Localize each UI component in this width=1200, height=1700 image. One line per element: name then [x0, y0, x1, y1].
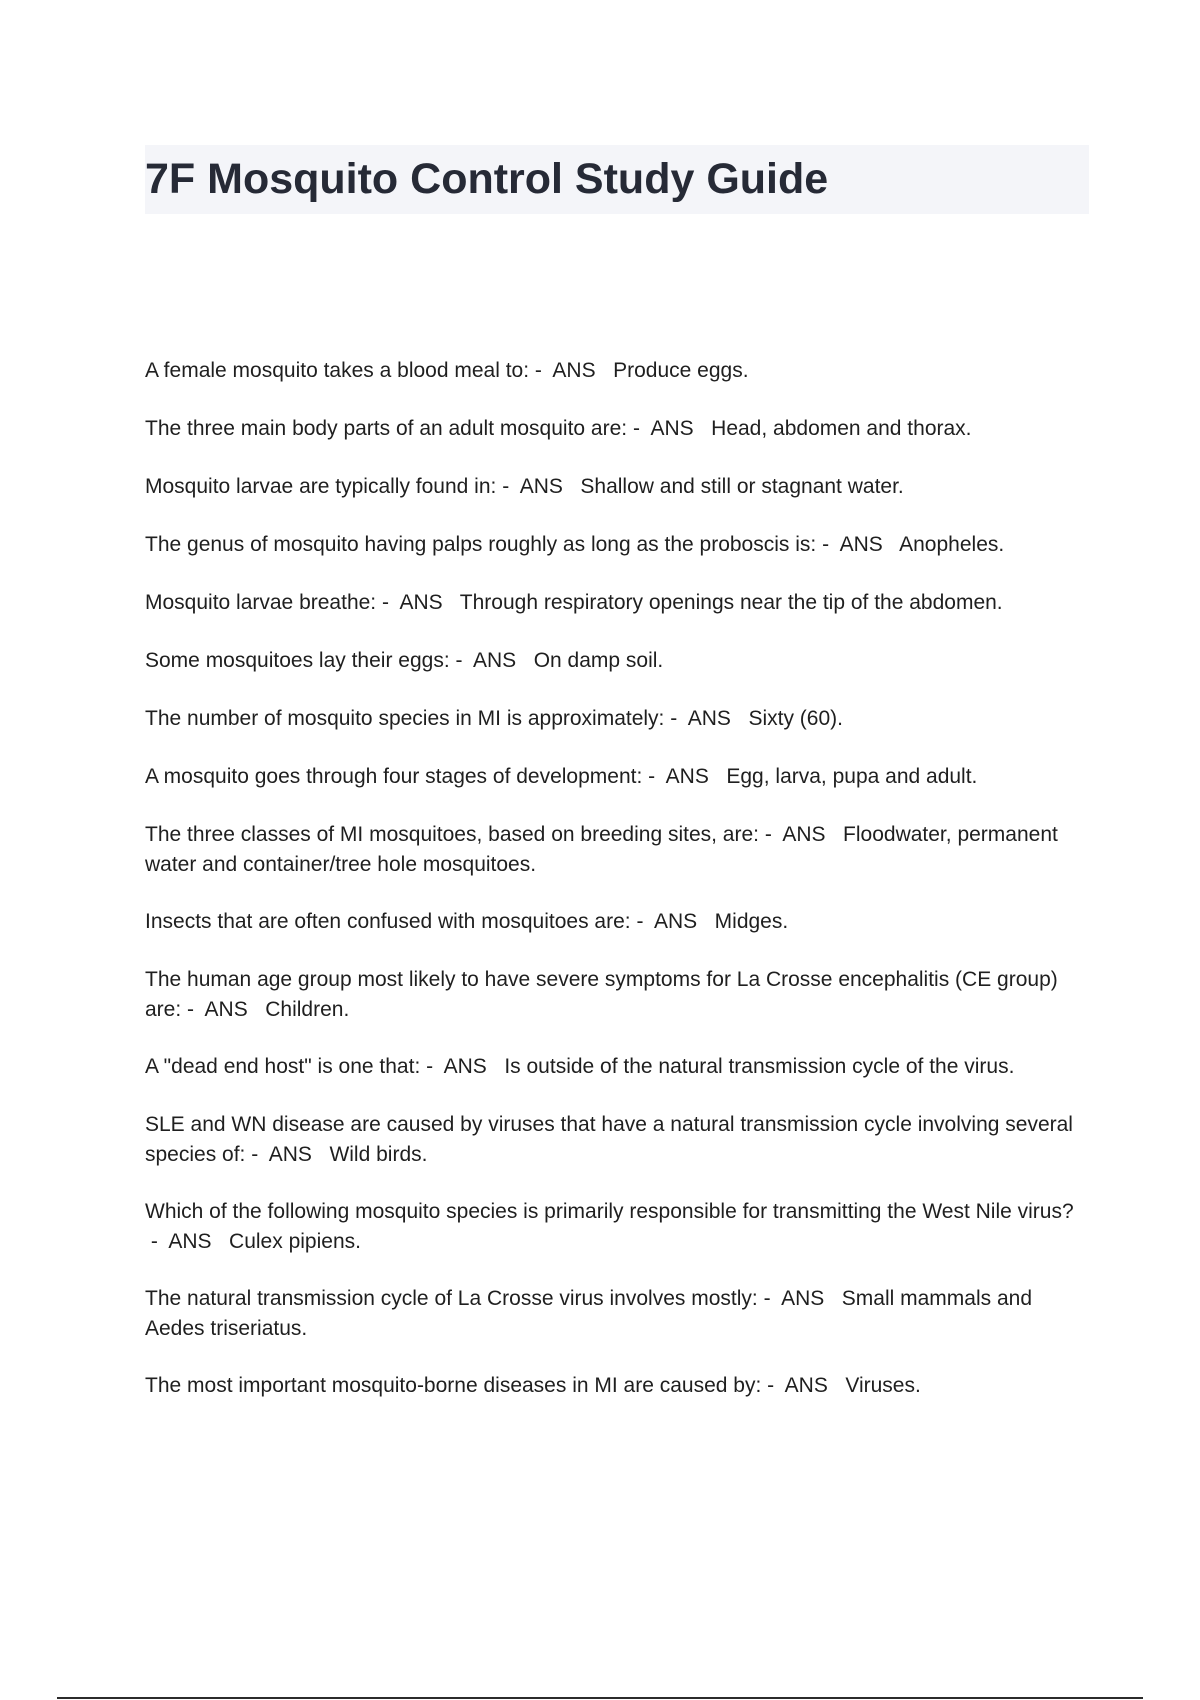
qa-item: The number of mosquito species in MI is approximately: - ANS Sixty (60).	[145, 707, 843, 730]
answer-marker: ANS	[782, 823, 826, 846]
qa-item: The natural transmission cycle of La Crosse virus involves mostly: - ANS Small mammals and Aedes triseriatus.	[145, 1287, 1037, 1340]
qa-item: Mosquito larvae are typically found in: - ANS Shallow and still or stagnant water.	[145, 475, 904, 498]
question-text: Some mosquitoes lay their eggs:	[145, 649, 450, 672]
title-band	[145, 145, 1089, 214]
answer-text: Produce eggs.	[613, 359, 749, 382]
answer-marker: ANS	[784, 1374, 828, 1397]
answer-marker: ANS	[665, 765, 709, 788]
answer-marker: ANS	[168, 1229, 212, 1253]
question-text: Insects that are often confused with mosquitoes are:	[145, 910, 631, 933]
answer-marker: ANS	[552, 359, 596, 382]
question-text: Mosquito larvae are typically found in:	[145, 475, 497, 498]
answer-text: Children.	[265, 997, 350, 1021]
answer-marker: ANS	[473, 649, 517, 672]
answer-text: Viruses.	[845, 1374, 921, 1397]
answer-text: Wild birds.	[329, 1142, 428, 1166]
question-text: A "dead end host" is one that:	[145, 1055, 421, 1078]
qa-item: A mosquito goes through four stages of development: - ANS Egg, larva, pupa and adult.	[145, 765, 978, 788]
question-text: The three main body parts of an adult mosquito are:	[145, 417, 628, 440]
answer-text: Head, abdomen and thorax.	[711, 417, 972, 440]
answer-marker: ANS	[399, 591, 443, 614]
answer-text: Culex pipiens.	[229, 1229, 361, 1253]
answer-marker: ANS	[204, 997, 248, 1021]
question-text: The genus of mosquito having palps roughly as long as the proboscis is:	[145, 533, 817, 556]
answer-text: Floodwater, permanent water and container/tree hole mosquitoes.	[145, 823, 1064, 876]
answer-marker: ANS	[268, 1142, 312, 1166]
question-text: Mosquito larvae breathe:	[145, 591, 377, 614]
question-text: A mosquito goes through four stages of development:	[145, 765, 643, 788]
qa-item: Insects that are often confused with mosquitoes are: - ANS Midges.	[145, 910, 789, 933]
answer-marker: ANS	[687, 707, 731, 730]
answer-marker: ANS	[653, 910, 698, 933]
question-text: The human age group most likely to have severe symptoms for La Crosse encephalitis (CE group) are:	[145, 968, 1064, 1021]
answer-marker: ANS	[443, 1055, 487, 1078]
answer-marker: ANS	[781, 1287, 825, 1310]
page-title: 7F Mosquito Control Study Guide	[145, 155, 829, 203]
qa-item: The most important mosquito-borne diseases in MI are caused by: - ANS Viruses.	[145, 1374, 921, 1397]
question-text: Which of the following mosquito species is primarily responsible for transmitting the West Nile virus?	[145, 1200, 1074, 1223]
footer-divider	[57, 1697, 1143, 1699]
answer-text: On damp soil.	[533, 649, 664, 672]
qa-item: The human age group most likely to have severe symptoms for La Crosse encephalitis (CE group) are: - ANS Children.	[145, 968, 1064, 1021]
qa-item: The genus of mosquito having palps roughly as long as the proboscis is: - ANS Anopheles.	[145, 533, 1005, 556]
qa-item: The three main body parts of an adult mosquito are: - ANS Head, abdomen and thorax.	[145, 417, 972, 440]
question-text: SLE and WN disease are caused by viruses that have a natural transmission cycle involving several species of:	[145, 1113, 1079, 1166]
question-text: The most important mosquito-borne diseases in MI are caused by:	[145, 1374, 762, 1397]
answer-text: Egg, larva, pupa and adult.	[726, 765, 978, 788]
answer-text: Shallow and still or stagnant water.	[580, 475, 904, 498]
qa-item: A female mosquito takes a blood meal to: - ANS Produce eggs.	[145, 359, 749, 382]
qa-item: Which of the following mosquito species is primarily responsible for transmitting the West Nile virus? - ANS Culex pipiens.	[145, 1200, 1074, 1253]
qa-list	[145, 356, 1089, 1429]
answer-text: Through respiratory openings near the tip of the abdomen.	[459, 591, 1003, 614]
question-text: The natural transmission cycle of La Crosse virus involves mostly:	[145, 1287, 758, 1310]
answer-text: Midges.	[714, 910, 789, 933]
qa-item: Some mosquitoes lay their eggs: - ANS On damp soil.	[145, 649, 664, 672]
question-text: The number of mosquito species in MI is approximately:	[145, 707, 665, 730]
question-text: The three classes of MI mosquitoes, based on breeding sites, are:	[145, 823, 759, 846]
qa-item: A "dead end host" is one that: - ANS Is outside of the natural transmission cycle of the virus.	[145, 1055, 1015, 1078]
answer-marker: ANS	[839, 533, 883, 556]
answer-text: Small mammals and Aedes triseriatus.	[145, 1287, 1037, 1340]
qa-item: SLE and WN disease are caused by viruses that have a natural transmission cycle involving several species of: - ANS Wild birds.	[145, 1113, 1079, 1166]
answer-marker: ANS	[519, 475, 563, 498]
answer-marker: ANS	[650, 417, 694, 440]
question-text: A female mosquito takes a blood meal to:	[145, 359, 530, 382]
answer-text: Is outside of the natural transmission cycle of the virus.	[504, 1055, 1015, 1078]
qa-item: The three classes of MI mosquitoes, based on breeding sites, are: - ANS Floodwater, permanent water and container/tree hole mosquitoes.	[145, 823, 1064, 876]
qa-item: Mosquito larvae breathe: - ANS Through respiratory openings near the tip of the abdomen.	[145, 591, 1003, 614]
answer-text: Sixty (60).	[748, 707, 843, 730]
answer-text: Anopheles.	[899, 533, 1005, 556]
